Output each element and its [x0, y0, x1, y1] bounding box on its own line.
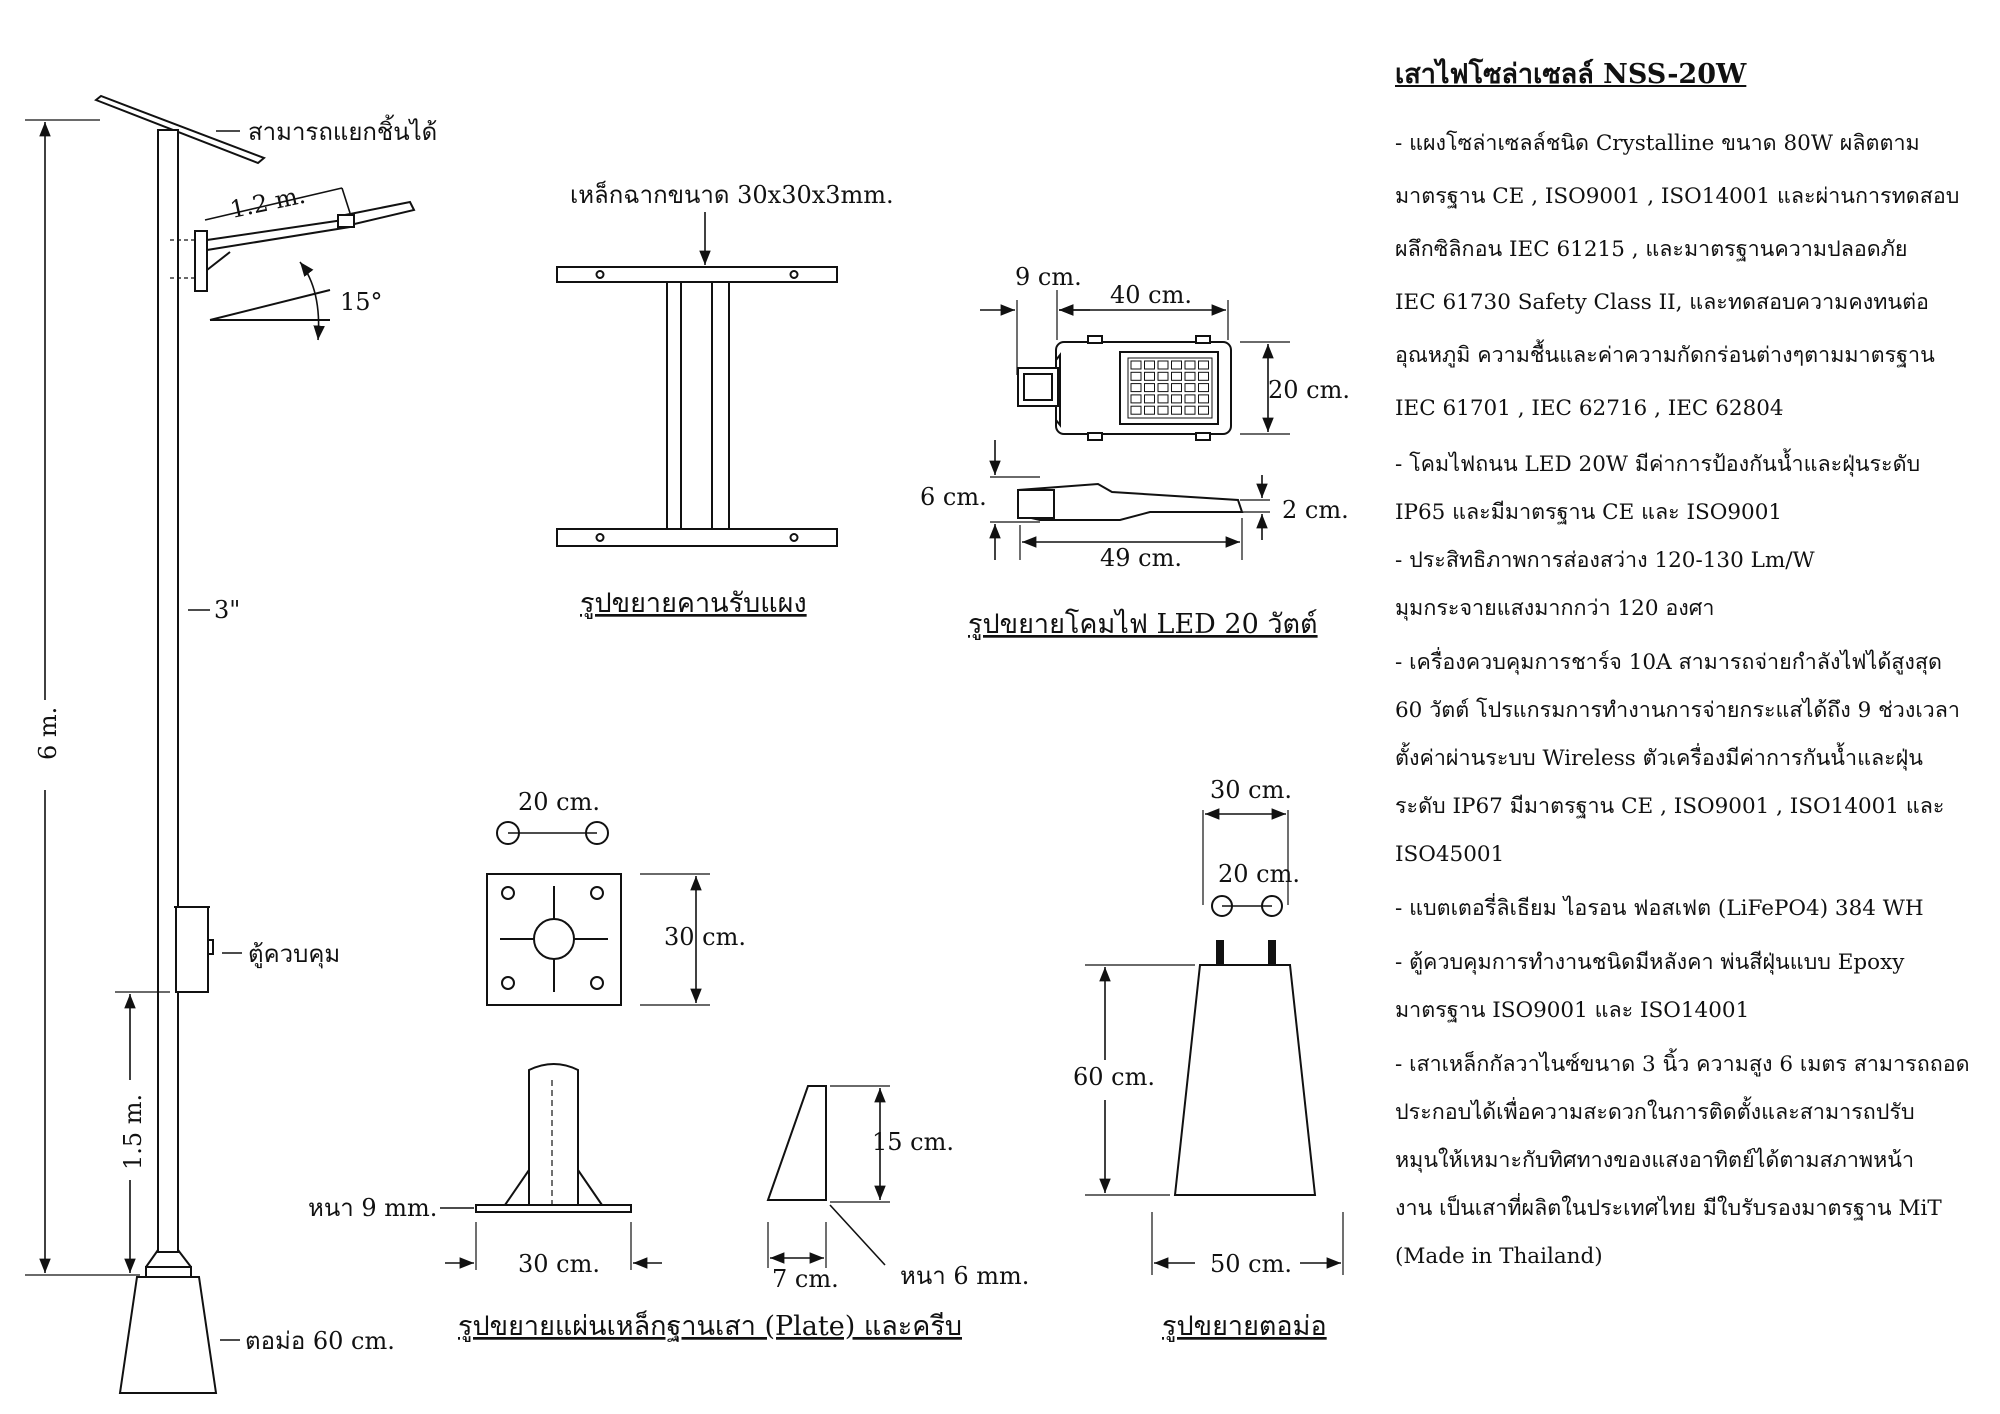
led-chip [1185, 372, 1195, 380]
spec-line: - แบตเตอรี่ลิเธียม ไอรอน ฟอสเฟต (LiFePO4) 384 WH [1395, 896, 1924, 921]
tilt-angle-label: 15° [340, 288, 383, 316]
led-grid [1128, 358, 1212, 418]
spec-item-lamp [1395, 441, 1985, 633]
pole-footing [120, 1277, 216, 1393]
spec-line: หมุนให้เหมาะกับทิศทางของแสงอาทิตย์ได้ตามสภาพหน้า [1395, 1148, 1915, 1173]
led-chip [1131, 406, 1141, 414]
led-chip [1131, 361, 1141, 369]
spec-line: มาตรฐาน ISO9001 และ ISO14001 [1395, 998, 1750, 1023]
plate-dim-7: 7 cm. [772, 1265, 839, 1293]
led-chip [1145, 372, 1155, 380]
lamp-dim-49: 49 cm. [1100, 544, 1182, 572]
spec-line: ISO45001 [1395, 842, 1505, 867]
led-chip [1158, 372, 1168, 380]
led-chip [1199, 395, 1209, 403]
spec-line: IEC 61730 Safety Class II, และทดสอบความคงทนต่อ [1395, 290, 1929, 315]
spec-item-controller [1395, 639, 1985, 879]
led-chip [1199, 406, 1209, 414]
plate-thickness-9: หนา 9 mm. [308, 1194, 438, 1222]
spec-line: มุมกระจายแสงมากกว่า 120 องศา [1395, 596, 1715, 621]
led-chip [1145, 395, 1155, 403]
lamp-caption: รูปขยายโคมไฟ LED 20 วัตต์ [968, 609, 1318, 640]
control-box [176, 907, 208, 992]
led-chip [1158, 395, 1168, 403]
led-chip [1172, 361, 1182, 369]
bracket-detail [557, 180, 894, 619]
led-chip [1172, 372, 1182, 380]
led-chip [1131, 372, 1141, 380]
lamp-dim-40: 40 cm. [1110, 281, 1192, 309]
led-chip [1131, 395, 1141, 403]
spec-line: ประกอบได้เพื่อความสะดวกในการติดตั้งและสามารถปรับ [1395, 1100, 1915, 1125]
footing-dim-60: 60 cm. [1073, 1063, 1155, 1091]
lamp-dim-9: 9 cm. [1015, 263, 1082, 291]
spec-line: - เครื่องควบคุมการชาร์จ 10A สามารถจ่ายกำลังไฟได้สูงสุด [1395, 650, 1943, 675]
pole-diameter-label: 3" [214, 596, 241, 624]
plate-thickness-6: หนา 6 mm. [900, 1262, 1030, 1290]
led-chip [1199, 361, 1209, 369]
pole-height-label: 6 m. [34, 706, 62, 760]
solar-panel [96, 96, 264, 163]
led-chip [1185, 406, 1195, 414]
footing-dim-20: 20 cm. [1218, 860, 1300, 888]
angle-iron-label: เหล็กฉากขนาด 30x30x3mm. [570, 181, 894, 209]
led-chip [1185, 395, 1195, 403]
spec-item-pole [1395, 1041, 1985, 1281]
footing-label: ตอม่อ 60 cm. [245, 1327, 395, 1355]
spec-line: - แผงโซล่าเซลล์ชนิด Crystalline ขนาด 80W ผลิตตาม [1395, 131, 1920, 156]
plate-dim-15: 15 cm. [872, 1128, 954, 1156]
footing-elevation [1175, 965, 1315, 1195]
led-chip [1158, 361, 1168, 369]
spec-item-solar-panel [1395, 117, 1985, 435]
led-chip [1172, 395, 1182, 403]
fin [768, 1086, 826, 1200]
led-chip [1172, 406, 1182, 414]
footing-detail [1073, 776, 1343, 1342]
led-chip [1185, 384, 1195, 392]
spec-line: 60 วัตต์ โปรแกรมการทำงานการจ่ายกระแสได้ถึง 9 ช่วงเวลา [1395, 698, 1960, 723]
lamp-dim-20: 20 cm. [1268, 376, 1350, 404]
plate-dim-30-base: 30 cm. [518, 1250, 600, 1278]
bracket-bottom-bar [557, 529, 837, 546]
spec-panel [1395, 52, 1985, 1287]
spec-line: ระดับ IP67 มีมาตรฐาน CE , ISO9001 , ISO14001 และ [1395, 794, 1945, 819]
led-chip [1172, 384, 1182, 392]
led-chip [1145, 406, 1155, 414]
box-height-label: 1.5 m. [119, 1093, 147, 1170]
plate-caption: รูปขยายแผ่นเหล็กฐานเสา (Plate) และครีบ [458, 1311, 962, 1342]
footing-dim-50: 50 cm. [1210, 1250, 1292, 1278]
spec-line: ผลึกซิลิกอน IEC 61215 , และมาตรฐานความปลอดภัย [1395, 237, 1908, 262]
spec-line: - ตู้ควบคุมการทำงานชนิดมีหลังคา พ่นสีฝุ่นแบบ Epoxy [1395, 950, 1905, 975]
angle-marker [210, 290, 330, 320]
spec-line: มาตรฐาน CE , ISO9001 , ISO14001 และผ่านการทดสอบ [1395, 184, 1960, 209]
spec-line: ตั้งค่าผ่านระบบ Wireless ตัวเครื่องมีค่าการกันน้ำและฝุ่น [1395, 746, 1923, 771]
spec-line: - ประสิทธิภาพการส่องสว่าง 120-130 Lm/W [1395, 548, 1815, 573]
plate-dim-30-side: 30 cm. [664, 923, 746, 951]
arm-length-label: 1.2 m. [227, 180, 308, 224]
footing-dim-30: 30 cm. [1210, 776, 1292, 804]
spec-item-battery [1395, 885, 1985, 933]
plate-side-view [529, 1064, 578, 1205]
lamp-dim-6: 6 cm. [920, 483, 987, 511]
led-chip [1158, 384, 1168, 392]
led-chip [1145, 384, 1155, 392]
spec-line: (Made in Thailand) [1395, 1244, 1603, 1269]
led-chip [1158, 406, 1168, 414]
footing-caption: รูปขยายตอม่อ [1162, 1311, 1327, 1342]
spec-line: อุณหภูมิ ความชื้นและค่าความกัดกร่อนต่างๆตามมาตรฐาน [1395, 343, 1935, 368]
plate-detail [308, 788, 1029, 1342]
arm-bracket [195, 231, 207, 291]
removable-label: สามารถแยกชิ้นได้ [248, 118, 438, 146]
led-chip [1199, 384, 1209, 392]
spec-line: IP65 และมีมาตรฐาน CE และ ISO9001 [1395, 500, 1783, 525]
spec-title: เสาไฟโซล่าเซลล์ NSS-20W [1395, 59, 1747, 90]
spec-line: - โคมไฟถนน LED 20W มีค่าการป้องกันน้ำและฝุ่นระดับ [1395, 452, 1921, 477]
led-chip [1145, 361, 1155, 369]
spec-line: - เสาเหล็กกัลวาไนซ์ขนาด 3 นิ้ว ความสูง 6 เมตร สามารถถอด [1395, 1052, 1970, 1077]
bracket-caption: รูปขยายคานรับแผง [580, 588, 807, 619]
led-chip [1199, 372, 1209, 380]
bracket-top-bar [557, 267, 837, 282]
lamp-dim-2: 2 cm. [1282, 496, 1349, 524]
lamp-detail [920, 263, 1350, 640]
spec-line: IEC 61701 , IEC 62716 , IEC 62804 [1395, 396, 1784, 421]
anchor-bolt [1216, 940, 1224, 965]
led-chip [1131, 384, 1141, 392]
pole-shaft [158, 130, 178, 1252]
spec-item-control-box [1395, 939, 1985, 1035]
spec-line: งาน เป็นเสาที่ผลิตในประเทศไทย มีใบรับรองมาตรฐาน MiT [1395, 1196, 1942, 1221]
control-box-label: ตู้ควบคุม [248, 940, 341, 968]
led-chip [1185, 361, 1195, 369]
plate-dim-20: 20 cm. [518, 788, 600, 816]
